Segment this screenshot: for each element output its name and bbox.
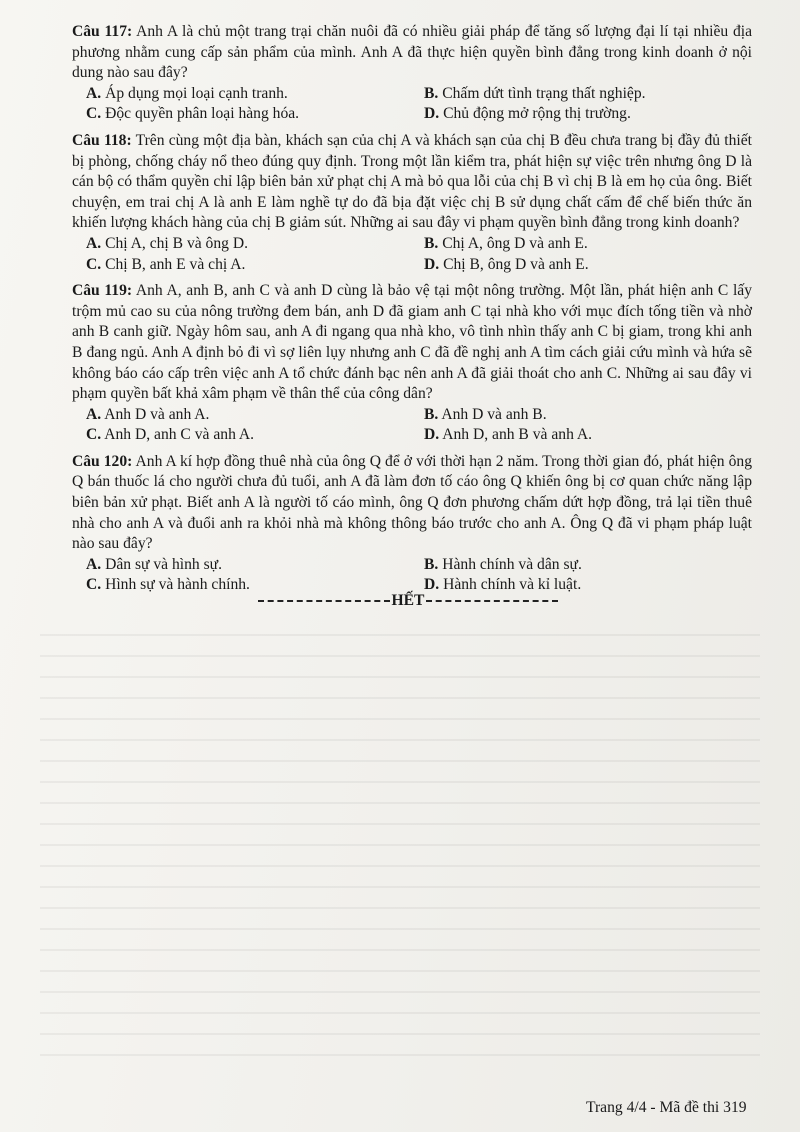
question-body: Anh A, anh B, anh C và anh D cùng là bảo vệ tại một nông trường. Một lần, phát hiện anh C lấy trộm mủ cao su của nông trường đem bán, anh D đã giam anh C tại nhà kho với mục đích tống tiền và nhờ anh B canh giữ. Ngày hôm sau, anh A đi ngang qua nhà kho, vô tình nhìn thấy anh C bị giam, trong khi anh B đang ngủ. Anh A định bỏ đi vì sợ liên lụy nhưng anh C đã đề nghị anh A tìm cách giải cứu mình và hứa sẽ không báo cáo cấp trên việc anh A tổ chức đánh bạc nên anh A đã giải thoát cho anh C. Những ai sau đây vi phạm quyền bất khả xâm phạm về thân thể của công dân? xyxy=(72,282,752,403)
option-b xyxy=(424,84,766,105)
option-letter: D. xyxy=(424,576,440,594)
option-text: Hành chính và dân sự. xyxy=(438,555,582,573)
option-letter: A. xyxy=(86,555,102,573)
option-c xyxy=(86,104,424,125)
option-d xyxy=(424,104,766,125)
question-body: Trên cùng một địa bàn, khách sạn của chị A và khách sạn của chị B đều chưa trang bị đầy đủ thiết bị phòng, chống cháy nổ theo đúng quy định. Trong một lần kiểm tra, phát hiện sự việc trên nhưng ông D là cán bộ có thẩm quyền chỉ lập biên bản xử phạt chị A mà bỏ qua lỗi của chị B vì chị B là em họ của ông. Biết chuyện, em trai chị A là anh E làm nghề tự do đã bịa đặt việc chị B sử dụng chất cấm để chế biến thức ăn khiến lượng khách hàng của chị B giảm sút. Những ai sau đây vi phạm quyền bình đẳng trong kinh doanh? xyxy=(72,131,752,232)
option-letter: C. xyxy=(86,576,102,594)
option-c xyxy=(86,255,424,276)
question-text xyxy=(72,22,752,84)
question-text xyxy=(72,452,752,555)
question-label: Câu 118: xyxy=(72,131,132,149)
option-text: Hình sự và hành chính. xyxy=(101,576,250,594)
answer-options xyxy=(72,555,752,596)
question-118 xyxy=(72,131,752,275)
option-d xyxy=(424,255,766,276)
option-text: Chị A, chị B và ông D. xyxy=(101,234,249,252)
option-b xyxy=(424,234,766,255)
option-text: Anh D và anh A. xyxy=(101,405,210,423)
option-text: Dân sự và hình sự. xyxy=(101,555,223,573)
show-through-texture xyxy=(40,620,760,1060)
option-text: Độc quyền phân loại hàng hóa. xyxy=(101,105,300,123)
page-footer: Trang 4/4 - Mã đề thi 319 xyxy=(586,1099,747,1116)
option-a xyxy=(86,405,424,426)
question-text xyxy=(72,281,752,405)
option-text: Áp dụng mọi loại cạnh tranh. xyxy=(101,84,288,102)
option-letter: B. xyxy=(424,84,439,102)
end-text: HẾT xyxy=(391,592,425,609)
option-letter: A. xyxy=(86,405,102,423)
option-letter: C. xyxy=(86,426,102,444)
option-text: Chị B, ông D và anh E. xyxy=(439,255,589,273)
option-letter: C. xyxy=(86,105,102,123)
option-b xyxy=(424,555,766,576)
answer-options xyxy=(72,234,752,275)
end-dash-right xyxy=(426,600,558,602)
answer-options xyxy=(72,84,752,125)
option-text: Chị A, ông D và anh E. xyxy=(438,234,588,252)
option-letter: B. xyxy=(424,555,439,573)
option-text: Chủ động mở rộng thị trường. xyxy=(439,105,631,123)
option-text: Chị B, anh E và chị A. xyxy=(101,255,246,273)
end-dash-left xyxy=(258,600,390,602)
option-letter: C. xyxy=(86,255,102,273)
question-label: Câu 120: xyxy=(72,452,133,470)
question-120 xyxy=(72,452,752,596)
option-letter: D. xyxy=(424,105,440,123)
option-text: Chấm dứt tình trạng thất nghiệp. xyxy=(438,84,646,102)
question-label: Câu 117: xyxy=(72,23,133,40)
option-d xyxy=(424,425,766,446)
option-text: Anh D, anh B và anh A. xyxy=(439,426,593,444)
option-letter: A. xyxy=(86,84,102,102)
option-a xyxy=(86,234,424,255)
question-body: Anh A là chủ một trang trại chăn nuôi đã có nhiều giải pháp để tăng số lượng đại lí tại nhiều địa phương nhằm cung cấp sản phẩm của mình. Anh A đã thực hiện quyền bình đẳng trong kinh doanh ở nội dung nào sau đây? xyxy=(72,23,753,82)
question-label: Câu 119: xyxy=(72,282,133,300)
questions-list xyxy=(72,22,752,602)
option-letter: B. xyxy=(424,405,439,423)
option-a xyxy=(86,555,424,576)
question-text xyxy=(72,131,752,234)
question-117 xyxy=(72,22,752,125)
option-letter: D. xyxy=(424,426,440,444)
option-letter: B. xyxy=(424,234,439,252)
option-letter: D. xyxy=(424,255,440,273)
question-119 xyxy=(72,281,752,446)
option-a xyxy=(86,84,424,105)
option-text: Hành chính và kỉ luật. xyxy=(439,576,582,594)
question-body: Anh A kí hợp đồng thuê nhà của ông Q để ở với thời hạn 2 năm. Trong thời gian đó, phát hiện ông Q bán thuốc lá cho người chưa đủ tuổi, anh A đã làm đơn tố cáo ông Q khiến ông bị cơ quan chức năng lập biên bản xử phạt. Biết anh A là người tố cáo mình, ông Q đơn phương chấm dứt hợp đồng, trả lại tiền thuê nhà cho anh A và đuổi anh ra khỏi nhà mà không thông báo trước cho anh A. Ông Q đã vi phạm pháp luật nào sau đây? xyxy=(72,452,752,553)
option-b xyxy=(424,405,766,426)
answer-options xyxy=(72,405,752,446)
end-marker xyxy=(258,592,558,610)
option-c xyxy=(86,425,424,446)
option-text: Anh D, anh C và anh A. xyxy=(101,426,255,444)
option-letter: A. xyxy=(86,234,102,252)
option-text: Anh D và anh B. xyxy=(438,405,547,423)
